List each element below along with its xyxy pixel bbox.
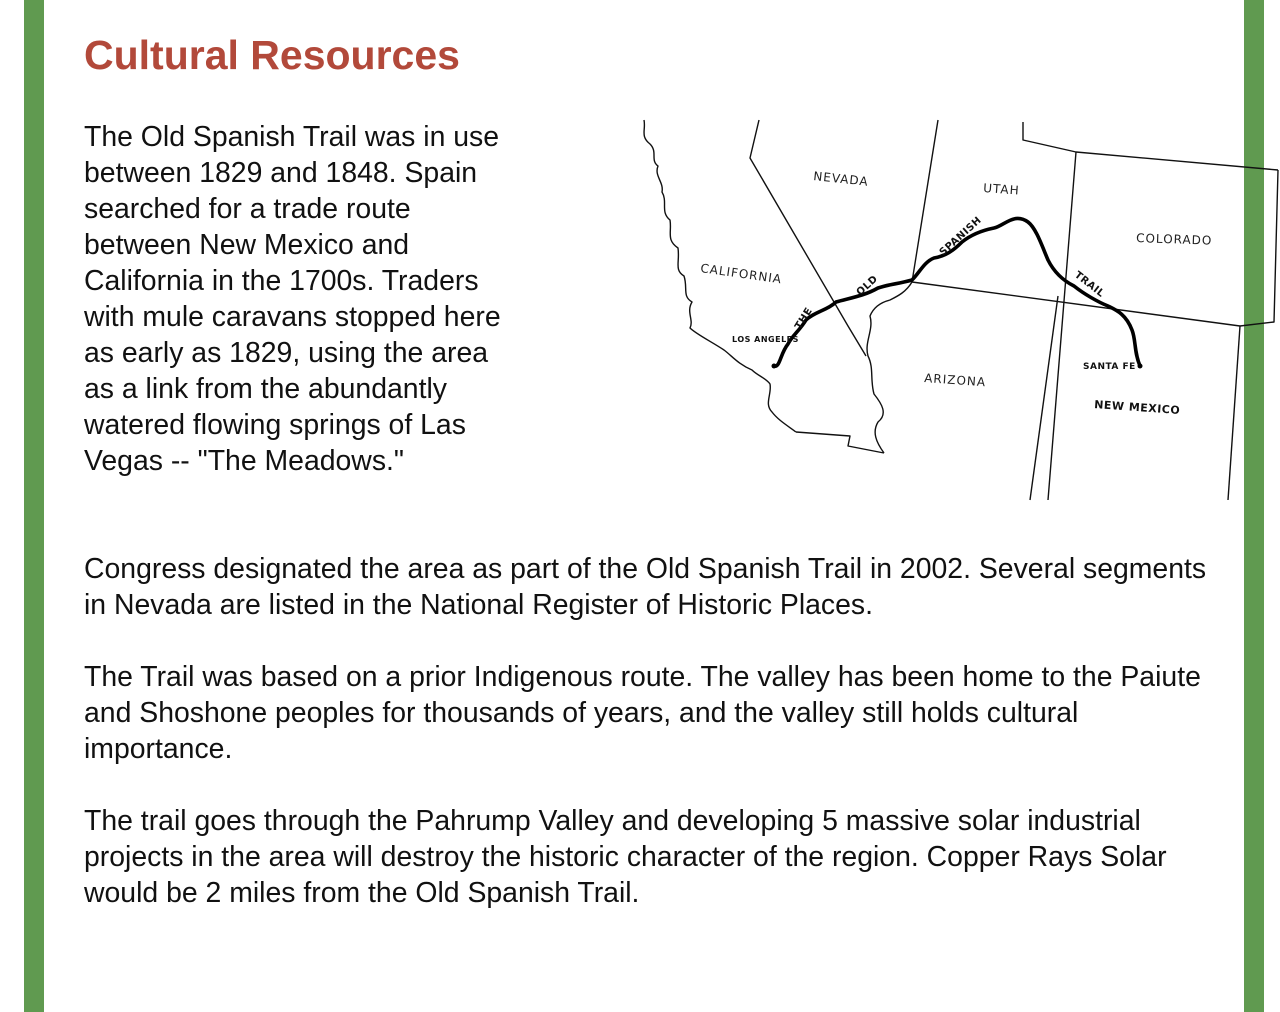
map-city-los-angeles: LOS ANGELES xyxy=(732,335,799,344)
paragraph-indigenous-route: The Trail was based on a prior Indigenous route. The valley has been home to the Paiute and Shoshone peoples for thousands of years, and the valley still holds cultural importance. xyxy=(84,661,1201,765)
paragraph-trail-history: The Old Spanish Trail was in use between 1829 and 1848. Spain searched for a trade route between New Mexico and California in the 1700s. Traders with mule caravans stopped here as early as 1829, using the area as a link from the abundantly watered flowing springs of Las Vegas -- "The Meadows." xyxy=(84,121,501,477)
content-area xyxy=(84,0,1214,1012)
section-title: Cultural Resources xyxy=(84,32,460,78)
paragraph-solar-impact: The trail goes through the Pahrump Valley and developing 5 massive solar industrial projects in the area will destroy the historic character of the region. Copper Rays Solar would be 2 miles from the Old Spanish Trail. xyxy=(84,805,1167,909)
left-green-border xyxy=(24,0,44,1012)
santa-fe-marker xyxy=(1138,364,1143,369)
map-label-arizona: ARIZONA xyxy=(923,371,987,390)
map-label-colorado: COLORADO xyxy=(1135,231,1213,248)
map-trail-word-the: THE xyxy=(793,305,816,332)
map-label-california: CALIFORNIA xyxy=(699,261,783,287)
map-label-nevada: NEVADA xyxy=(812,169,870,189)
map-city-santa-fe: SANTA FE xyxy=(1083,362,1136,372)
old-spanish-trail-map xyxy=(628,116,1280,502)
map-label-utah: UTAH xyxy=(982,181,1021,198)
map-trail-word-spanish: SPANISH xyxy=(937,214,985,259)
map-label-new-mexico: NEW MEXICO xyxy=(1093,398,1181,418)
map-trail-word-old: OLD xyxy=(854,273,881,299)
paragraph-congress-designation: Congress designated the area as part of the Old Spanish Trail in 2002. Several segments in Nevada are listed in the National Register of Historic Places. xyxy=(84,553,1207,621)
map-trail-word-trail: TRAIL xyxy=(1072,269,1107,300)
los-angeles-marker xyxy=(772,364,777,369)
